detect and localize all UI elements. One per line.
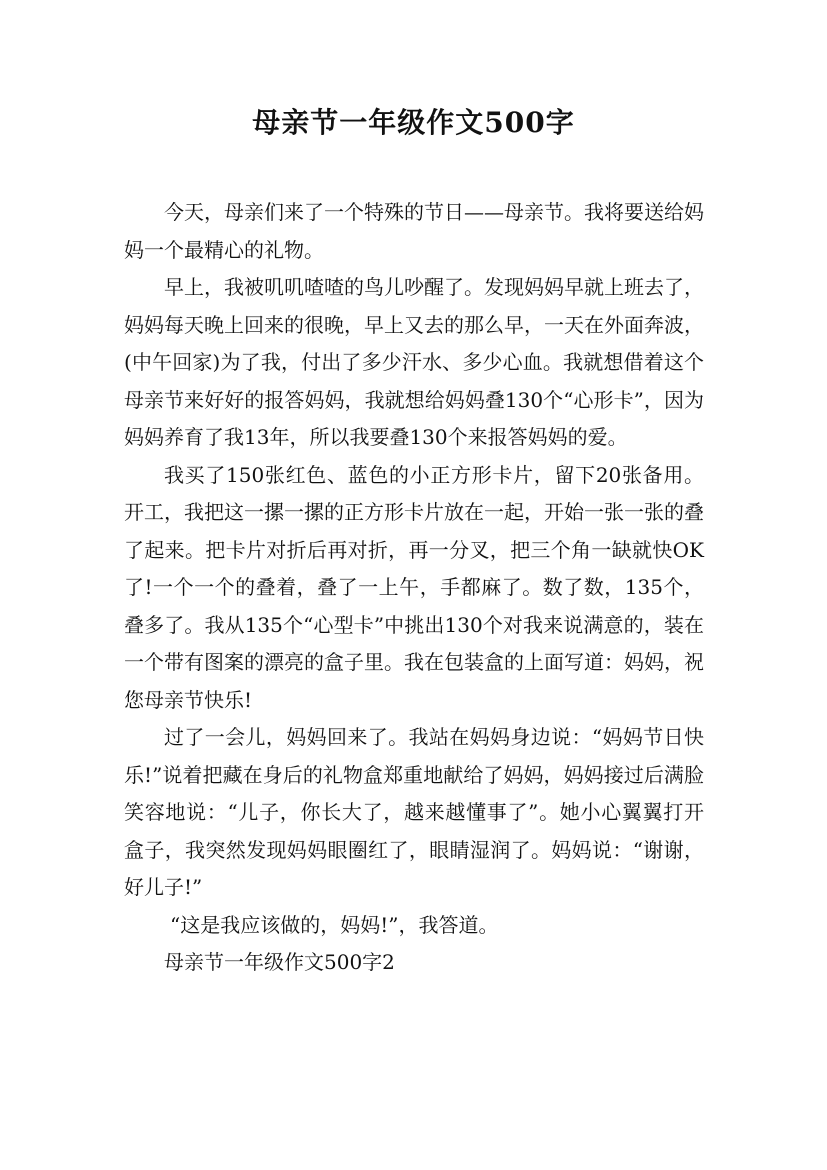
paragraph: 过了一会儿，妈妈回来了。我站在妈妈身边说：“妈妈节日快乐!”说着把藏在身后的礼物盒郑重地献给了妈妈，妈妈接过后满脸笑容地说：“儿子，你长大了，越来越懂事了”。她小心翼翼打开盒子，我突然发现妈妈眼圈红了，眼睛湿润了。妈妈说：“谢谢，好儿子!” (124, 725, 704, 899)
paragraph: 今天，母亲们来了一个特殊的节日——母亲节。我将要送给妈妈一个最精心的礼物。 (124, 200, 704, 262)
document-title: 母亲节一年级作文500字 (252, 106, 575, 139)
section-heading: 母亲节一年级作文500字2 (164, 950, 395, 974)
paragraph: 我买了150张红色、蓝色的小正方形卡片，留下20张备用。开工，我把这一摞一摞的正方形卡片放在一起，开始一张一张的叠了起来。把卡片对折后再对折，再一分叉，把三个角一缺就快OK了!一个一个的叠着，叠了一上午，手都麻了。数了数，135个，叠多了。我从135个“心型卡”中挑出130个对我来说满意的，装在一个带有图案的漂亮的盒子里。我在包装盒的上面写道：妈妈，祝您母亲节快乐! (124, 462, 704, 712)
document-body (124, 194, 704, 982)
paragraph: “这是我应该做的，妈妈!”，我答道。 (170, 912, 499, 937)
paragraph: 早上，我被叽叽喳喳的鸟儿吵醒了。发现妈妈早就上班去了，妈妈每天晚上回来的很晚，早上又去的那么早，一天在外面奔波，(中午回家)为了我，付出了多少汗水、多少心血。我就想借着这个母亲节来好好的报答妈妈，我就想给妈妈叠130个“心形卡”，因为妈妈养育了我13年，所以我要叠130个来报答妈妈的爱。 (124, 275, 704, 449)
